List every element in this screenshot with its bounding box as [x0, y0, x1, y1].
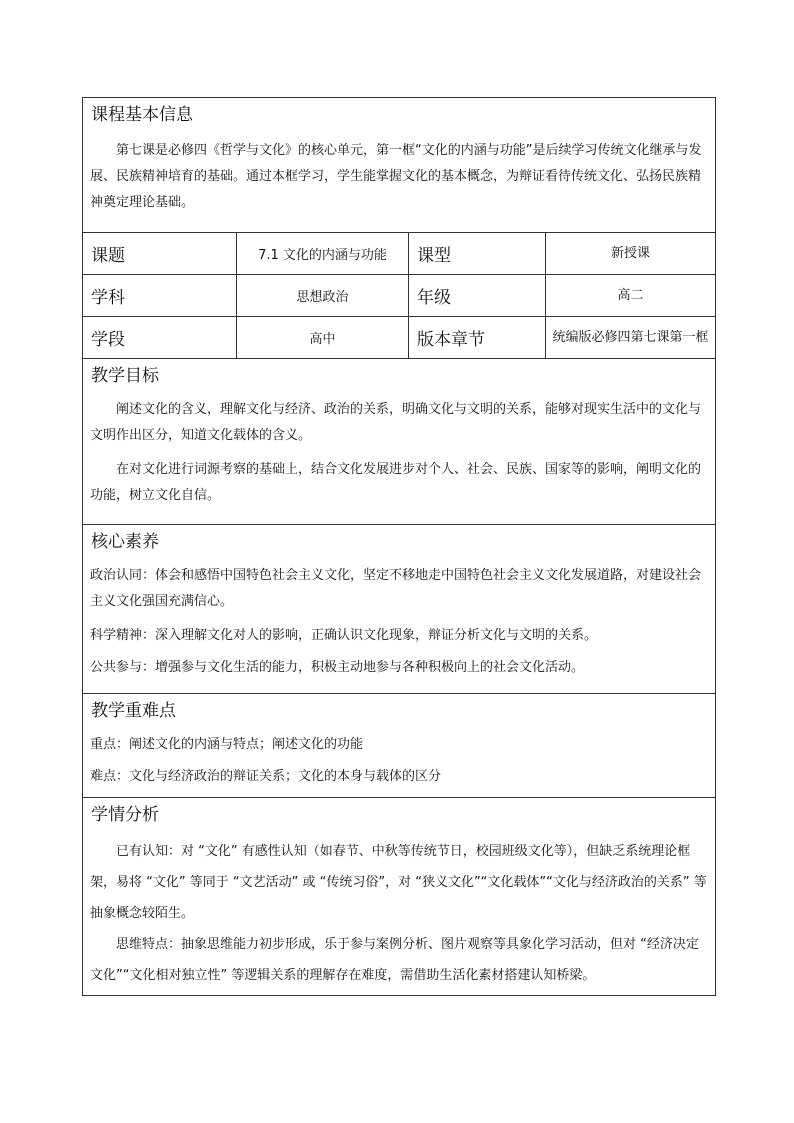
- basic-info-section: [83, 98, 715, 233]
- literacy-item: 公共参与：增强参与文化生活的能力，积极主动地参与各种积极向上的社会文化活动。: [90, 660, 585, 675]
- learner-analysis-section: [83, 798, 715, 996]
- core-literacy-heading: 核心素养: [91, 532, 159, 552]
- info-value: 思想政治: [237, 275, 409, 316]
- objectives-section: [83, 359, 715, 525]
- info-value: 高中: [237, 317, 409, 358]
- info-row: [83, 317, 715, 359]
- info-value: 新授课: [610, 246, 650, 261]
- info-value: 高二: [617, 288, 644, 303]
- objective-paragraph: 在对文化进行词源考察的基础上，结合文化发展进步对个人、社会、民族、国家等的影响，阐明文化的功能，树立文化自信。: [90, 462, 702, 503]
- info-label: 年级: [409, 275, 546, 316]
- info-label: 学段: [83, 317, 237, 358]
- learner-analysis-heading: 学情分析: [91, 805, 159, 825]
- literacy-item: 政治认同：体会和感悟中国特色社会主义文化，坚定不移地走中国特色社会主义文化发展道路，对建设社会主义文化强国充满信心。: [90, 568, 702, 609]
- basic-info-heading: 课程基本信息: [91, 105, 193, 125]
- core-literacy-section: [83, 525, 715, 694]
- info-label: 课题: [83, 233, 237, 274]
- info-value: 统编版必修四第七课第一框: [552, 330, 709, 345]
- info-row: [83, 275, 715, 317]
- key-points-heading: 教学重难点: [91, 701, 176, 721]
- literacy-item: 科学精神：深入理解文化对人的影响，正确认识文化现象，辩证分析文化与文明的关系。: [90, 628, 598, 643]
- basic-info-paragraph: 第七课是必修四《哲学与文化》的核心单元，第一框“文化的内涵与功能”是后续学习传统文化继承与发展、民族精神培育的基础。通过本框学习，学生能掌握文化的基本概念，为辩证看待传统文化、弘扬民族精神奠定理论基础。: [90, 143, 702, 210]
- info-label: 学科: [83, 275, 237, 316]
- key-point-item: 重点：阐述文化的内涵与特点；阐述文化的功能: [90, 737, 364, 752]
- info-label: 版本章节: [409, 317, 546, 358]
- key-points-section: [83, 694, 715, 798]
- info-label: 课型: [409, 233, 546, 274]
- key-point-item: 难点：文化与经济政治的辩证关系；文化的本身与载体的区分: [90, 769, 442, 784]
- objective-paragraph: 阐述文化的含义，理解文化与经济、政治的关系，明确文化与文明的关系，能够对现实生活中的文化与文明作出区分，知道文化载体的含义。: [90, 402, 702, 443]
- lesson-plan-table: [82, 97, 716, 996]
- info-value: 7.1 文化的内涵与功能: [237, 233, 409, 274]
- analysis-paragraph: 已有认知：对 “文化” 有感性认知（如春节、中秋等传统节日，校园班级文化等），但缺乏系统理论框架，易将 “文化” 等同于 “文艺活动” 或 “传统习俗”，对 “狭义文化”“文化载体”“文化与经济政治的关系” 等抽象概念较陌生。: [90, 844, 707, 921]
- analysis-paragraph: 思维特点：抽象思维能力初步形成，乐于参与案例分析、图片观察等具象化学习活动，但对 “经济决定文化”“文化相对独立性” 等逻辑关系的理解存在难度，需借助生活化素材搭建认知桥梁。: [90, 937, 699, 983]
- info-row: [83, 233, 715, 275]
- objectives-heading: 教学目标: [91, 366, 159, 386]
